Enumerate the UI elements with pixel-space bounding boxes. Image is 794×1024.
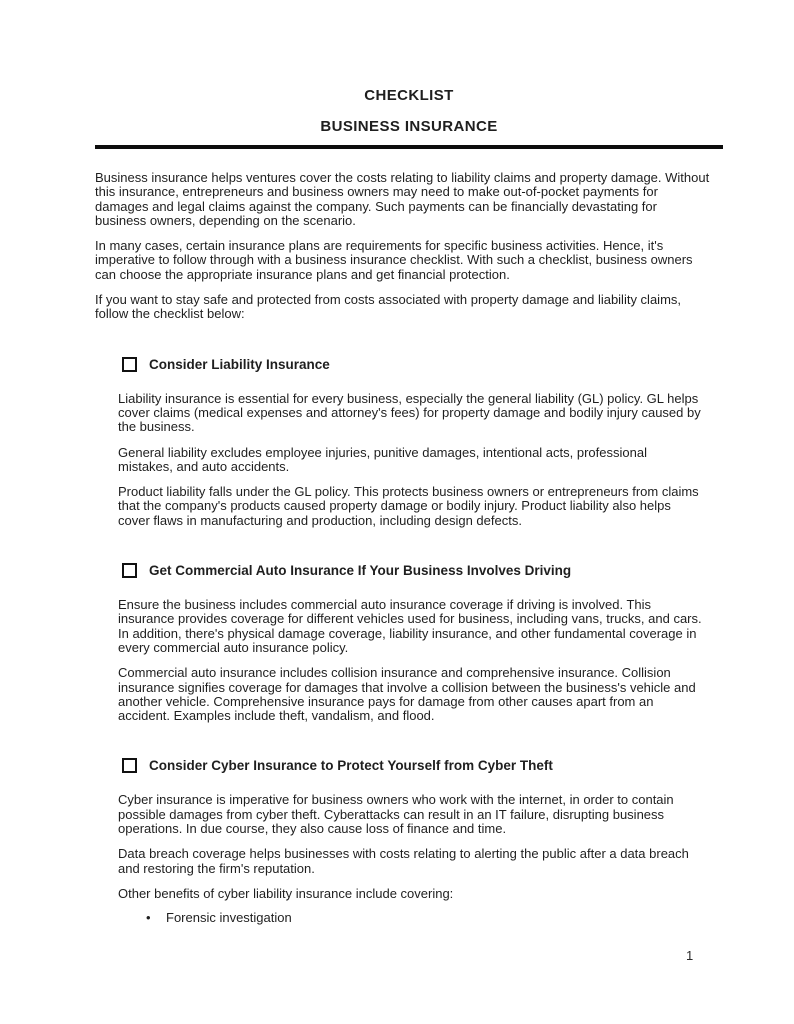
bullet-icon: •: [146, 910, 151, 926]
title-divider: [95, 145, 723, 149]
section-paragraph: Commercial auto insurance includes collision insurance and comprehensive insurance. Collision insurance signifies coverage for damages that involve a collision between the business's vehicle and another vehicle. Comprehensive insurance pays for damage from other causes apart from an accident. Examples include theft, vandalism, and flood.: [118, 665, 696, 724]
section-paragraph: Cyber insurance is imperative for business owners who work with the internet, in order to contain possible damages from cyber theft. Cyberattacks can result in an IT failure, disrupting business operations. In due course, they also cause loss of finance and time.: [118, 792, 674, 837]
section-paragraph: Product liability falls under the GL policy. This protects business owners or entrepreneurs from claims that the company's products caused property damage or bodily injury. Product liability also helps cover flaws in manufacturing and production, including design defects.: [118, 484, 699, 528]
section-cyber-insurance: [118, 758, 705, 925]
checklist-item-heading: [118, 357, 705, 372]
section-commercial-auto-insurance: [118, 563, 705, 723]
section-title: Consider Liability Insurance: [149, 356, 330, 372]
section-title: Get Commercial Auto Insurance If Your Business Involves Driving: [149, 563, 572, 579]
intro-block: [95, 171, 723, 322]
checkbox-icon[interactable]: [122, 357, 137, 372]
section-paragraph: Liability insurance is essential for every business, especially the general liability (GL) policy. GL helps cover claims (medical expenses and attorney's fees) for property damage and bodily injury caused by the business.: [118, 390, 701, 435]
checklist-item-heading: [118, 758, 705, 773]
document-content: [95, 0, 723, 926]
doc-subtitle: BUSINESS INSURANCE: [320, 118, 498, 135]
section-paragraph: Data breach coverage helps businesses with costs relating to alerting the public after a data breach and restoring the firm's reputation.: [118, 846, 689, 876]
page-number: 1: [686, 948, 694, 963]
section-paragraph: Ensure the business includes commercial auto insurance coverage if driving is involved. This insurance provides coverage for different vehicles used for business, including vans, trucks, and cars. In addition, there's physical damage coverage, liability insurance, and other fundamental coverage in every commercial auto insurance policy.: [118, 597, 702, 655]
intro-paragraph-2: In many cases, certain insurance plans are requirements for specific business activities. Hence, it's imperative to follow through with a business insurance checklist. With such a checklist, business owners can choose the appropriate insurance plans and get financial protection.: [95, 238, 693, 282]
checkbox-icon[interactable]: [122, 758, 137, 773]
checklist-item-heading: [118, 563, 705, 578]
section-title: Consider Cyber Insurance to Protect Yourself from Cyber Theft: [149, 758, 553, 774]
section-liability-insurance: [118, 357, 705, 528]
bullet-text: Forensic investigation: [166, 910, 292, 926]
section-paragraph: Other benefits of cyber liability insurance include covering:: [118, 885, 454, 901]
checkbox-icon[interactable]: [122, 563, 137, 578]
intro-paragraph-1: Business insurance helps ventures cover the costs relating to liability claims and property damage. Without this insurance, entrepreneurs and business owners may need to make out-of-pocket payments for damages and legal claims against the company. Such payments can be financially devastating for business owners, depending on the scenario.: [95, 170, 710, 228]
section-paragraph: General liability excludes employee injuries, punitive damages, intentional acts, professional mistakes, and auto accidents.: [118, 444, 647, 474]
benefits-list: [118, 911, 705, 925]
intro-paragraph-3: If you want to stay safe and protected from costs associated with property damage and liability claims, follow the checklist below:: [95, 292, 682, 322]
doc-title: CHECKLIST: [364, 87, 454, 104]
list-item: [118, 911, 705, 925]
